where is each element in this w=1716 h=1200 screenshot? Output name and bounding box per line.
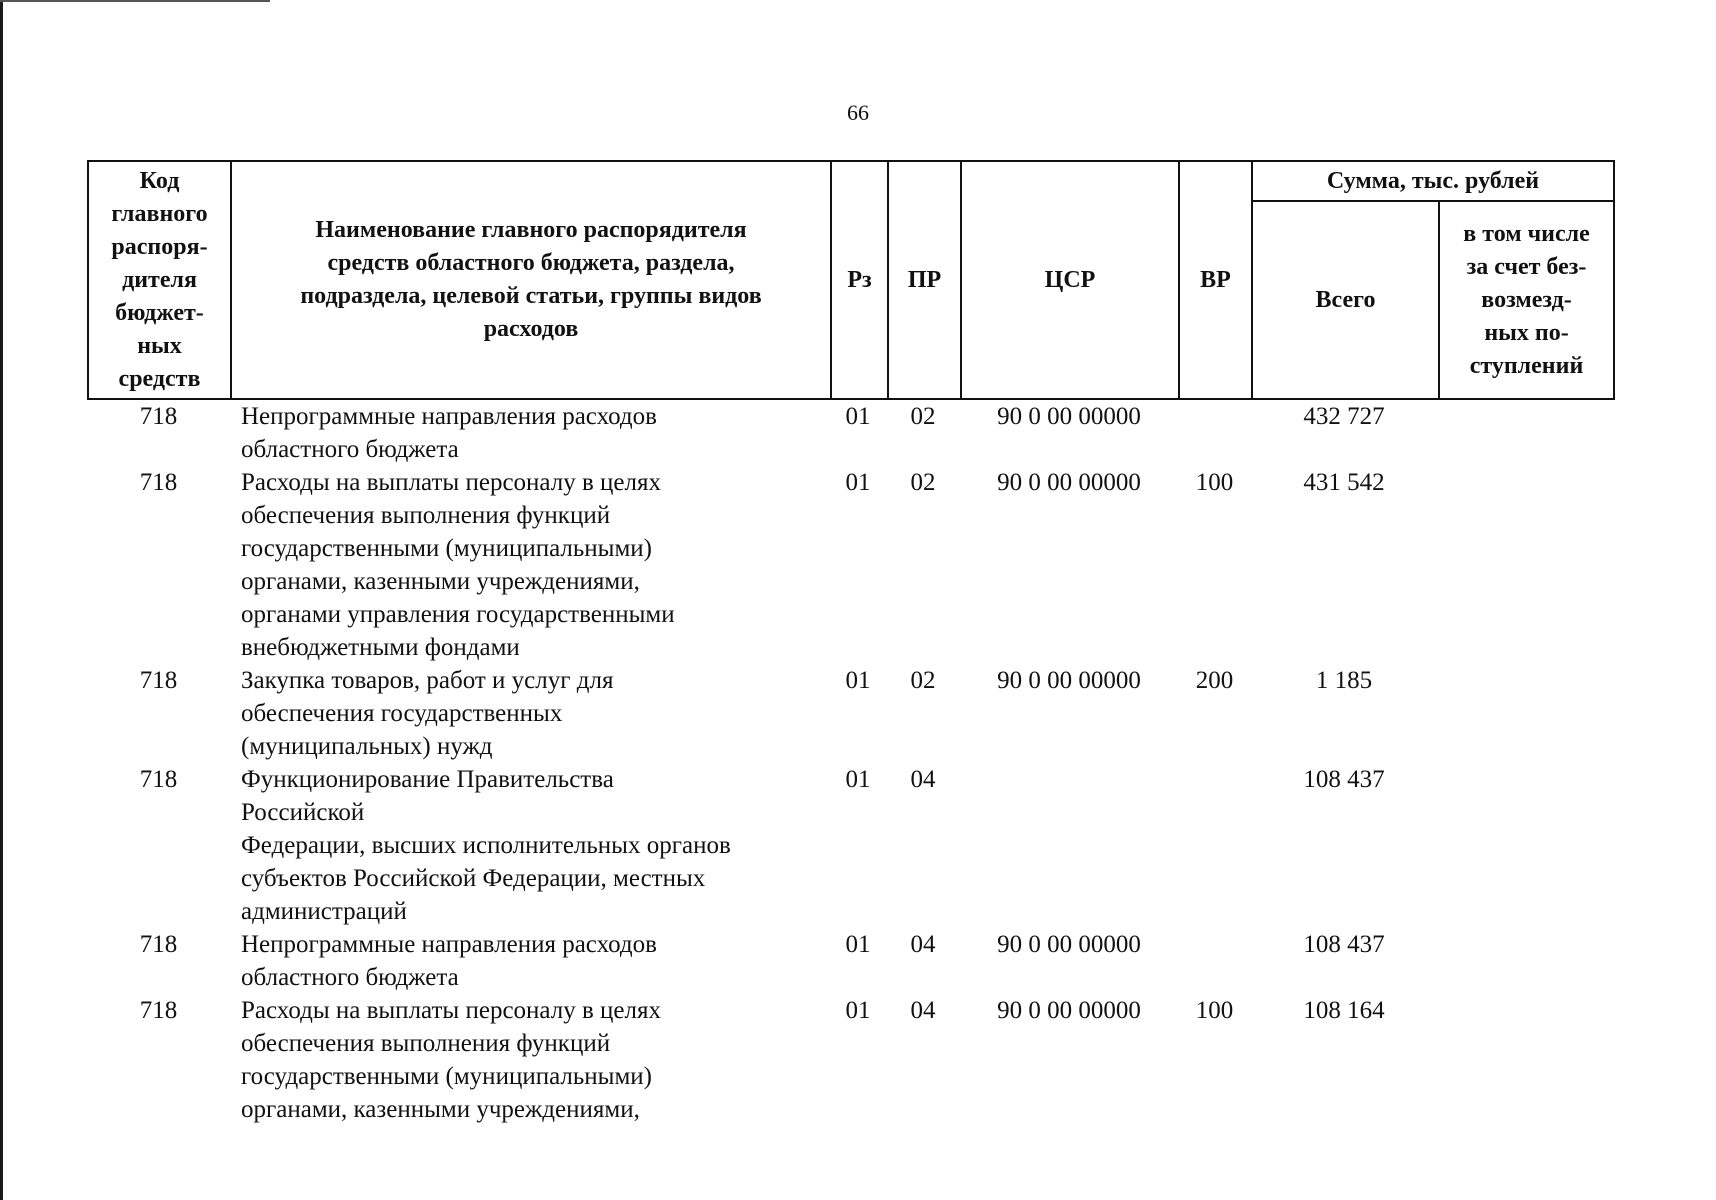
header-code: Код главного распоря- дителя бюджет- ных средств xyxy=(88,161,231,399)
cell-rz: 01 xyxy=(845,667,871,694)
cell-total: 108 164 xyxy=(1303,997,1385,1024)
header-pr: ПР xyxy=(888,161,961,399)
cell-code: 718 xyxy=(139,931,178,958)
scan-top-edge xyxy=(0,0,270,2)
cell-pr: 04 xyxy=(910,931,936,958)
table-row xyxy=(87,400,1613,466)
header-name: Наименование главного распорядителя средств областного бюджета, раздела, подраздела, целевой статьи, группы видов расходов xyxy=(231,161,831,399)
cell-total: 431 542 xyxy=(1303,469,1385,496)
cell-total: 432 727 xyxy=(1303,403,1385,430)
cell-pr: 04 xyxy=(910,997,936,1024)
cell-name: Непрограммные направления расходов областного бюджета xyxy=(241,931,657,991)
header-vr: ВР xyxy=(1179,161,1252,399)
header-csr: ЦСР xyxy=(961,161,1179,399)
table-body xyxy=(87,400,1613,1126)
cell-name: Закупка товаров, работ и услуг для обеспечения государственных (муниципальных) нужд xyxy=(241,667,614,760)
cell-name: Непрограммные направления расходов областного бюджета xyxy=(241,403,657,463)
cell-total: 108 437 xyxy=(1303,766,1385,793)
cell-rz: 01 xyxy=(845,403,871,430)
cell-pr: 02 xyxy=(910,403,936,430)
header-rz: Рз xyxy=(831,161,888,399)
cell-csr: 90 0 00 00000 xyxy=(997,469,1141,496)
cell-pr: 02 xyxy=(910,469,936,496)
page-number: 66 xyxy=(847,100,869,125)
cell-rz: 01 xyxy=(845,997,871,1024)
table-row xyxy=(87,994,1613,1126)
table-row xyxy=(87,763,1613,928)
cell-code: 718 xyxy=(139,997,178,1024)
cell-rz: 01 xyxy=(845,766,871,793)
scan-left-edge xyxy=(0,0,3,1200)
cell-pr: 02 xyxy=(910,667,936,694)
header-gratis: в том числе за счет без- возмезд- ных по- ступлений xyxy=(1439,201,1614,399)
cell-vr: 200 xyxy=(1195,667,1234,694)
cell-csr: 90 0 00 00000 xyxy=(997,667,1141,694)
cell-code: 718 xyxy=(139,469,178,496)
cell-vr: 100 xyxy=(1195,997,1234,1024)
cell-code: 718 xyxy=(139,766,178,793)
cell-name: Расходы на выплаты персоналу в целях обеспечения выполнения функций государственными (муниципальными) органами, казенными учреждениями, xyxy=(241,997,661,1123)
cell-name: Расходы на выплаты персоналу в целях обеспечения выполнения функций государственными (муниципальными) органами, казенными учреждениями, органами управления государственными внебюджетными фондами xyxy=(241,469,675,661)
cell-vr: 100 xyxy=(1195,469,1234,496)
cell-pr: 04 xyxy=(910,766,936,793)
table-row xyxy=(87,466,1613,664)
cell-code: 718 xyxy=(139,403,178,430)
cell-total: 1 185 xyxy=(1315,667,1373,694)
header-summa: Сумма, тыс. рублей xyxy=(1252,161,1614,201)
header-total: Всего xyxy=(1252,201,1439,399)
table-row xyxy=(87,928,1613,994)
table-row xyxy=(87,664,1613,763)
cell-name: Функционирование Правительства Российской Федерации, высших исполнительных органов субъектов Российской Федерации, местных администраций xyxy=(241,766,731,925)
cell-total: 108 437 xyxy=(1303,931,1385,958)
cell-rz: 01 xyxy=(845,931,871,958)
cell-rz: 01 xyxy=(845,469,871,496)
table-header xyxy=(87,160,1615,400)
cell-code: 718 xyxy=(139,667,178,694)
cell-csr: 90 0 00 00000 xyxy=(997,403,1141,430)
cell-csr: 90 0 00 00000 xyxy=(997,997,1141,1024)
cell-csr: 90 0 00 00000 xyxy=(997,931,1141,958)
